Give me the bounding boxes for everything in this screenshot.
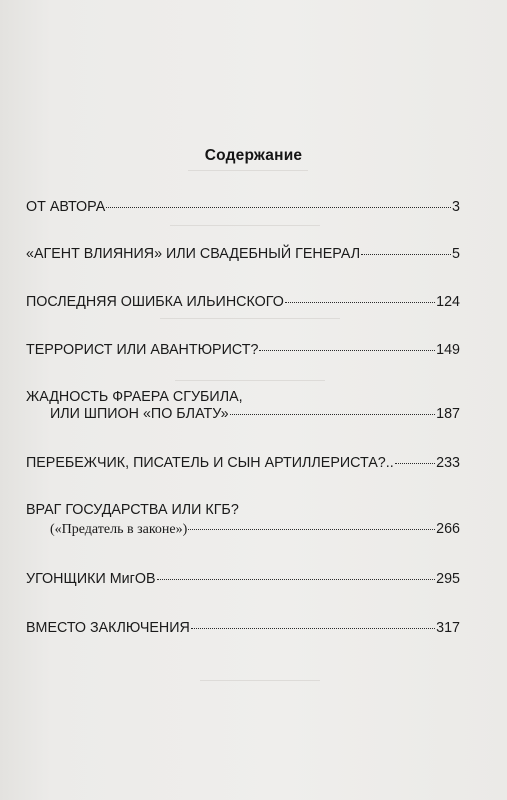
dot-leader [259,350,435,351]
toc-entry-page: 124 [436,294,460,310]
dot-leader [285,302,435,303]
dot-leader [230,414,436,415]
dot-leader [395,463,435,464]
toc-entry-title: «АГЕНТ ВЛИЯНИЯ» ИЛИ СВАДЕБНЫЙ ГЕНЕРАЛ [26,246,361,262]
toc-entry [26,571,460,588]
toc-entry-title: УГОНЩИКИ МигОВ [26,571,156,587]
toc-entry-title-line1: ЖАДНОСТЬ ФРАЕРА СГУБИЛА, [26,389,243,405]
show-through-texture [175,380,325,389]
toc-entry [26,389,460,423]
show-through-texture [160,318,340,327]
toc-entry-subtitle: («Предатель в законе») [50,522,188,537]
toc-title: Содержание [204,147,303,164]
toc-entry-page: 5 [452,246,460,262]
toc-entry-page: 149 [436,342,460,358]
toc-entry-page: 187 [436,406,460,422]
toc-entry-title-line2: ИЛИ ШПИОН «ПО БЛАТУ» [50,406,229,422]
dot-leader [188,529,435,530]
show-through-texture [188,170,308,179]
toc-entry-title: ВМЕСТО ЗАКЛЮЧЕНИЯ [26,620,190,636]
show-through-texture [200,680,320,689]
dot-leader [361,254,451,255]
toc-entry-page: 295 [436,571,460,587]
toc-entry-page: 317 [436,620,460,636]
toc-entry-title-line1: ВРАГ ГОСУДАРСТВА ИЛИ КГБ? [26,502,239,518]
dot-leader [157,579,436,580]
toc-entry [26,199,460,216]
toc-entry [26,342,460,359]
toc-entry-title: ТЕРРОРИСТ ИЛИ АВАНТЮРИСТ? [26,342,259,358]
toc-entry-title: ПОСЛЕДНЯЯ ОШИБКА ИЛЬИНСКОГО [26,294,284,310]
dot-leader [191,628,435,629]
toc-entry-title: ОТ АВТОРА [26,199,106,215]
toc-entry-page: 3 [452,199,460,215]
dot-leader [106,207,451,208]
toc-entry [26,502,460,538]
toc-entry-page: 233 [436,455,460,471]
toc-entry-page: 266 [436,521,460,537]
toc-entry-title: ПЕРЕБЕЖЧИК, ПИСАТЕЛЬ И СЫН АРТИЛЛЕРИСТА?.. [26,455,394,471]
show-through-texture [170,225,320,234]
toc-entry [26,620,460,637]
toc-entry [26,294,460,311]
toc-entry [26,246,460,263]
toc-entry [26,455,460,472]
